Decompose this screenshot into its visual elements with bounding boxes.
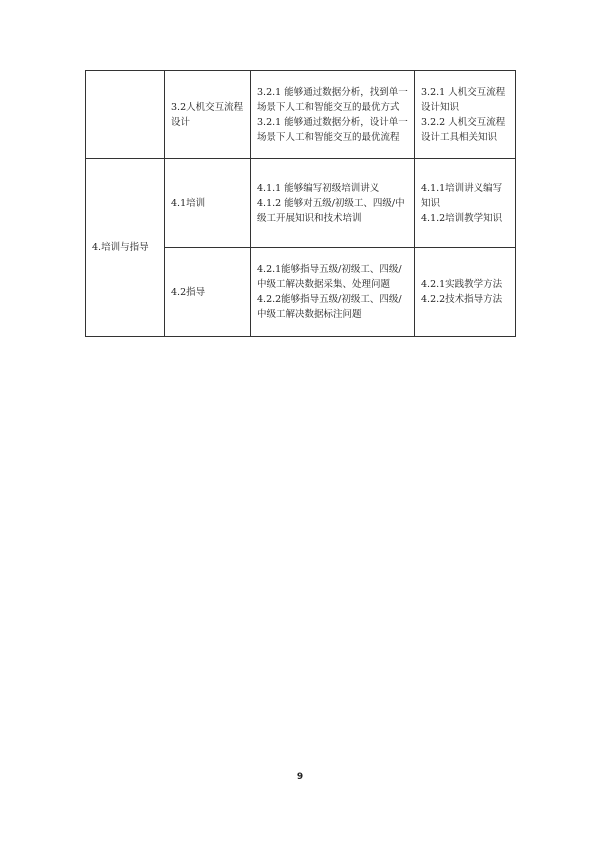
skill-requirements-4-1 <box>251 159 415 248</box>
skill-requirements-3-2 <box>251 71 415 159</box>
knowledge-4-2-2: 4.2.2技术指导方法 <box>421 294 503 305</box>
knowledge-3-2-2: 3.2.2 人机交互流程设计工具相关知识 <box>421 116 506 143</box>
work-item-4-1: 4.1培训 <box>165 159 251 248</box>
knowledge-requirements-3-2 <box>415 71 516 159</box>
skill-3-2-1a: 3.2.1 能够通过数据分析，找到单一场景下人工和智能交互的最优方式 <box>257 86 408 113</box>
knowledge-4-1-2: 4.1.2培训教学知识 <box>421 212 503 224</box>
skill-4-2-2: 4.2.2能够指导五级/初级工、四级/中级工解决数据标注问题 <box>257 294 402 320</box>
function-training-guidance: 4.培训与指导 <box>86 159 165 337</box>
knowledge-4-1-1: 4.1.1培训讲义编写知识 <box>421 182 503 209</box>
work-item-4-2: 4.2指导 <box>165 248 251 337</box>
table-row-3-2 <box>86 71 516 159</box>
skill-3-2-1b: 3.2.1 能够通过数据分析，设计单一场景下人工和智能交互的最优流程 <box>257 116 408 143</box>
page-number: 9 <box>296 772 304 782</box>
skill-requirements-4-2 <box>251 248 415 337</box>
knowledge-requirements-4-2 <box>415 248 516 337</box>
function-cell-continued <box>86 71 165 159</box>
knowledge-4-2-1: 4.2.1实践教学方法 <box>421 279 503 290</box>
table-row-4-1 <box>86 159 516 248</box>
knowledge-3-2-1: 3.2.1 人机交互流程设计知识 <box>421 86 506 113</box>
knowledge-requirements-4-1 <box>415 159 516 248</box>
skill-4-2-1: 4.2.1能够指导五级/初级工、四级/中级工解决数据采集、处理问题 <box>257 264 402 290</box>
work-item-3-2: 3.2人机交互流程设计 <box>165 71 251 159</box>
skill-4-1-2: 4.1.2 能够对五级/初级工、四级/中级工开展知识和技术培训 <box>257 197 405 224</box>
skills-table <box>85 70 516 337</box>
skill-4-1-1: 4.1.1 能够编写初级培训讲义 <box>257 182 380 194</box>
